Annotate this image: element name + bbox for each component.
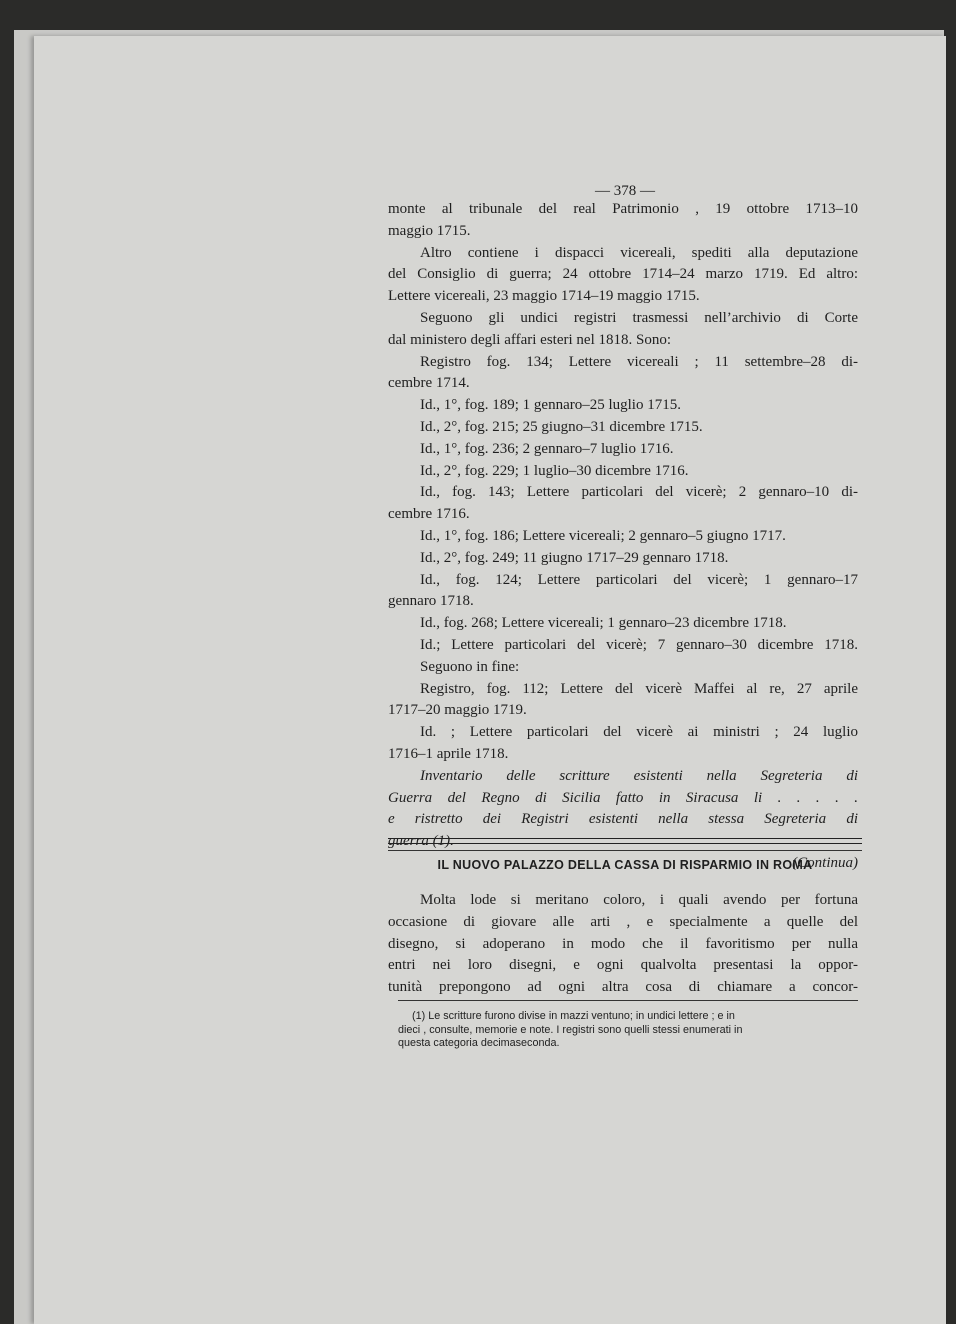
body-text	[388, 199, 858, 875]
text-line: Id., 2°, fog. 229; 1 luglio–30 dicembre 1716.	[420, 462, 689, 479]
text-line: tunità prepongono ad ogni altra cosa di chiamare a concor-	[388, 979, 858, 996]
text-line: (Continua)	[792, 854, 858, 871]
text-line: Id., 2°, fog. 215; 25 giugno–31 dicembre 1715.	[420, 418, 703, 435]
text-line: gennaro 1718.	[388, 593, 474, 610]
footnote-line: (1) Le scritture furono divise in mazzi ventuno; in undici lettere ; e in	[412, 1010, 735, 1022]
text-line: Seguono gli undici registri trasmessi nell’archivio di Corte	[420, 309, 858, 326]
text-line: Id., fog. 143; Lettere particolari del vicerè; 2 gennaro–10 di-	[420, 484, 858, 501]
section-title: IL NUOVO PALAZZO DELLA CASSA DI RISPARMIO IN ROMA	[437, 858, 813, 872]
text-line: entri nei loro disegni, e ogni qualvolta presentasi la oppor-	[388, 957, 858, 974]
double-rule-top	[388, 838, 862, 839]
text-line: Lettere vicereali, 23 maggio 1714–19 maggio 1715.	[388, 288, 700, 305]
text-line: Altro contiene i dispacci vicereali, spediti alla deputazione	[420, 244, 858, 261]
text-line: 1717–20 maggio 1719.	[388, 702, 527, 719]
text-line: 1716–1 aprile 1718.	[388, 745, 509, 762]
text-line: Id., fog. 268; Lettere vicereali; 1 gennaro–23 dicembre 1718.	[420, 615, 787, 632]
text-line: Registro, fog. 112; Lettere del vicerè Maffei al re, 27 aprile	[420, 680, 858, 697]
text-line: Id., fog. 124; Lettere particolari del vicerè; 1 gennaro–17	[420, 571, 858, 588]
double-rule-bottom	[388, 843, 862, 844]
text-line: disegno, si adoperano in modo che il favoritismo per nulla	[388, 935, 858, 952]
text-line: Molta lode si meritano coloro, i quali avendo per fortuna	[420, 892, 858, 908]
text-line: del Consiglio di guerra; 24 ottobre 1714–24 marzo 1719. Ed altro:	[388, 266, 858, 283]
thin-rule	[388, 850, 862, 851]
text-line: Seguono in fine:	[420, 658, 520, 675]
text-line: Id., 1°, fog. 186; Lettere vicereali; 2 gennaro–5 giugno 1717.	[420, 527, 786, 544]
footnote-line: dieci , consulte, memorie e note. I registri sono quelli stessi enumerati in	[398, 1023, 743, 1036]
text-line: Id. ; Lettere particolari del vicerè ai ministri ; 24 luglio	[420, 724, 858, 741]
article-text	[388, 890, 858, 999]
text-line: dal ministero degli affari esteri nel 1818. Sono:	[388, 331, 671, 348]
text-line: maggio 1715.	[388, 222, 471, 239]
text-line: cembre 1714.	[388, 375, 470, 392]
text-line: guerra (1).	[388, 833, 454, 850]
text-line: Id.; Lettere particolari del vicerè; 7 gennaro–30 dicembre 1718.	[420, 636, 858, 653]
text-line: Guerra del Regno di Sicilia fatto in Siracusa li . . . . .	[388, 789, 858, 806]
text-line: occasione di giovare alle arti , e specialmente a quelle del	[388, 913, 858, 930]
text-line: Id., 2°, fog. 249; 11 giugno 1717–29 gennaro 1718.	[420, 549, 729, 566]
footnote-line: questa categoria decimaseconda.	[398, 1037, 560, 1049]
page-number: — 378 —	[595, 183, 655, 199]
text-line: cembre 1716.	[388, 506, 470, 523]
text-line: Id., 1°, fog. 236; 2 gennaro–7 luglio 1716.	[420, 440, 674, 457]
text-line: Id., 1°, fog. 189; 1 gennaro–25 luglio 1715.	[420, 397, 681, 414]
footnote-rule	[398, 1000, 858, 1001]
footnote	[398, 1010, 858, 1051]
text-line: e ristretto dei Registri esistenti nella stessa Segreteria di	[388, 811, 858, 828]
text-line: Registro fog. 134; Lettere vicereali ; 11 settembre–28 di-	[420, 353, 858, 370]
text-line: monte al tribunale del real Patrimonio , 19 ottobre 1713–10	[388, 201, 858, 217]
text-line: Inventario delle scritture esistenti nella Segreteria di	[420, 767, 858, 784]
